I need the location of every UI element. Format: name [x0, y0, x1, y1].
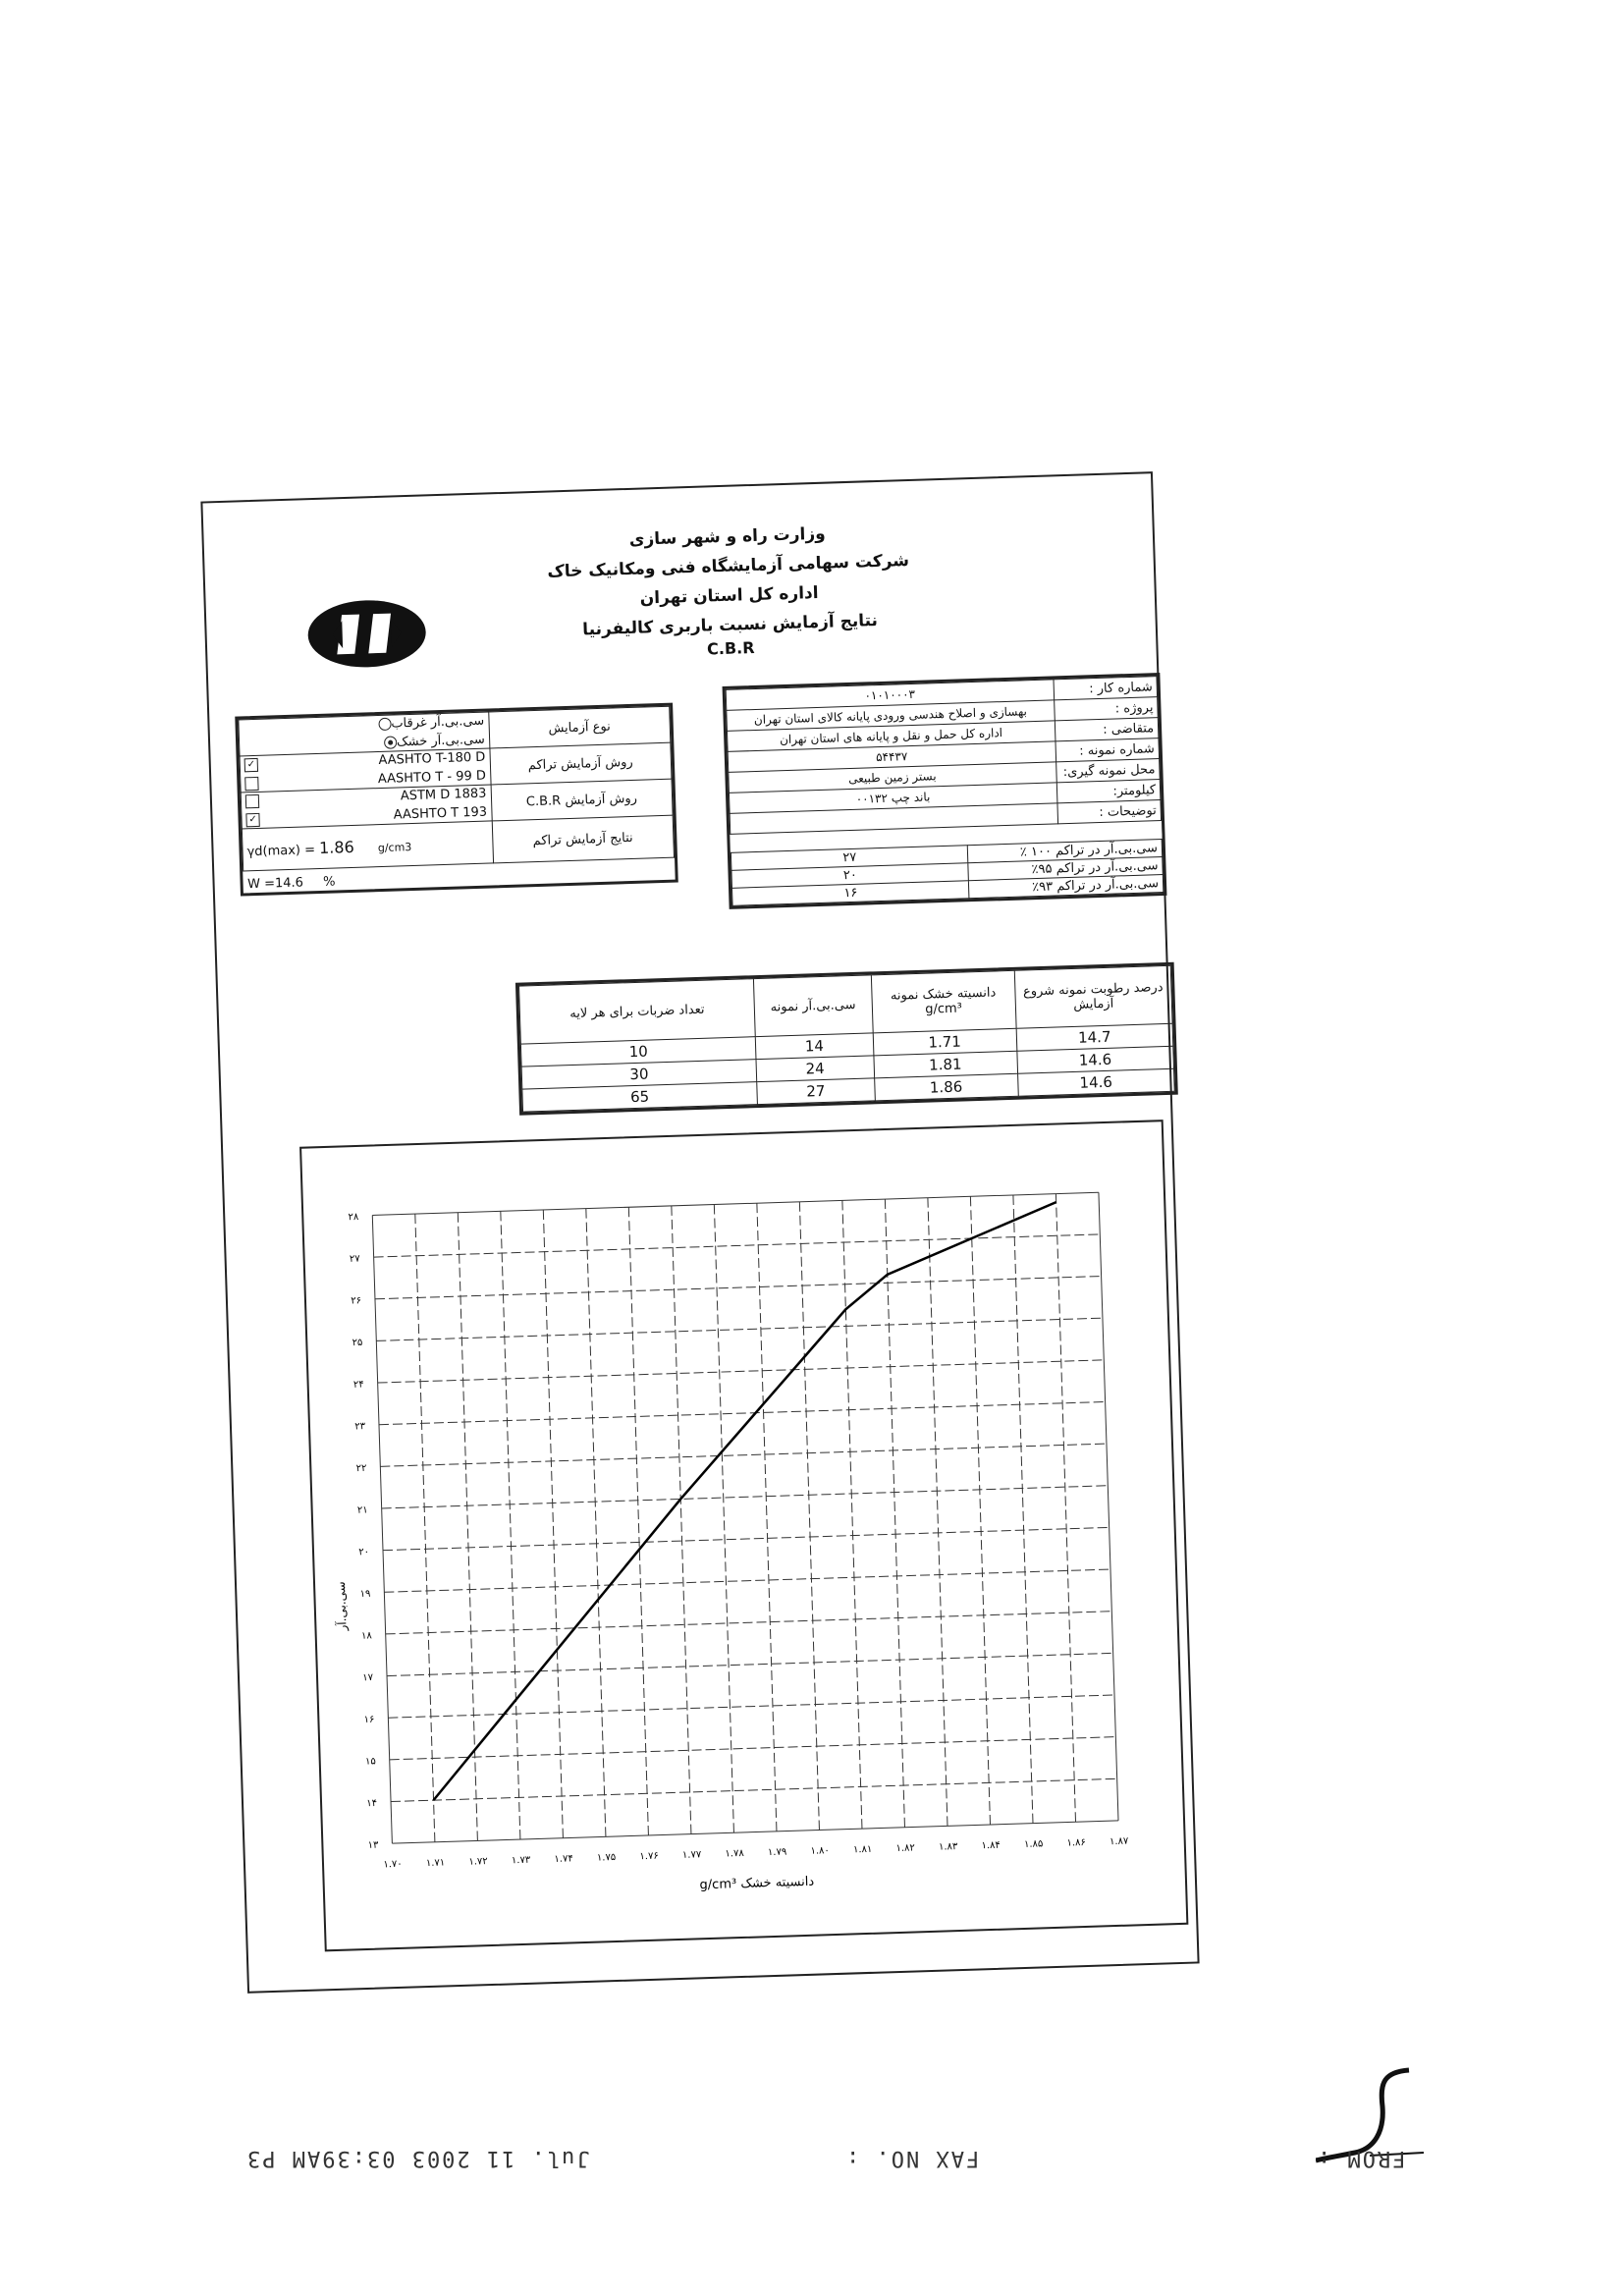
- test-method-box: [235, 703, 678, 897]
- grid-line-horizontal: [392, 1821, 1118, 1843]
- option-aashto-193: AASHTO T 193: [393, 804, 488, 823]
- x-tick-label: ۱.۷۸: [725, 1847, 744, 1860]
- report-sheet: [200, 471, 1199, 1994]
- option-t180: AASHTO T-180 D: [378, 749, 486, 769]
- option-dry: سی.بی.آر خشک: [396, 732, 485, 750]
- x-tick-label: ۱.۸۶: [1066, 1836, 1087, 1849]
- grid-line-horizontal: [390, 1737, 1116, 1760]
- info-value: بهسازی و اصلاح هندسی ورودی پایانه کالای استان تهران: [727, 700, 1055, 731]
- x-tick-label: ۱.۸۷: [1109, 1835, 1129, 1848]
- project-info-table: [726, 676, 1162, 835]
- grid-line-vertical: [714, 1205, 733, 1833]
- sample-moisture: 14.7: [1016, 1023, 1173, 1051]
- info-value: بستر زمین طبیعی: [729, 762, 1056, 793]
- y-axis-label: سی.بی.آر: [333, 1581, 350, 1631]
- grid-line-horizontal: [387, 1653, 1113, 1675]
- grid-line-horizontal: [380, 1444, 1107, 1466]
- grid-line-vertical: [842, 1200, 862, 1829]
- x-tick-label: ۱.۸۰: [810, 1845, 830, 1857]
- y-tick-label: ۱۳: [367, 1839, 379, 1851]
- info-label: محل نمونه گیری:: [1056, 759, 1160, 783]
- header-density-unit: g/cm³: [925, 1001, 963, 1017]
- sample-density: 1.81: [873, 1051, 1017, 1078]
- checkbox-aashto-193[interactable]: ✓: [245, 812, 259, 826]
- x-tick-label: ۱.۸۴: [981, 1839, 1001, 1852]
- moisture-unit: %: [322, 874, 336, 890]
- sample-moisture: 14.6: [1016, 1046, 1173, 1073]
- cbr-density-chart: [299, 1120, 1188, 1951]
- grid-line-vertical: [372, 1215, 392, 1843]
- grid-line-vertical: [885, 1199, 904, 1828]
- grid-line-horizontal: [372, 1192, 1099, 1215]
- x-tick-label: ۱.۷۱: [425, 1857, 446, 1870]
- info-value: ۵۴۴۳۷: [728, 741, 1056, 772]
- grid-line-horizontal: [376, 1318, 1103, 1340]
- grid-line-vertical: [799, 1202, 819, 1831]
- sample-density: 1.86: [874, 1073, 1018, 1101]
- info-value: اداره کل حمل و نقل و پایانه های استان تهران: [727, 721, 1055, 751]
- cbr-result-value: ۲۷: [731, 846, 968, 871]
- footer-fax: FAX NO. :: [844, 2146, 980, 2170]
- office-title: اداره کل استان تهران: [639, 582, 819, 609]
- y-tick-label: ۲۸: [348, 1211, 359, 1224]
- samples-box: [515, 962, 1178, 1116]
- y-tick-label: ۲۱: [356, 1504, 368, 1516]
- radio-soaked[interactable]: [378, 718, 391, 731]
- grid-line-vertical: [543, 1210, 563, 1838]
- grid-line-vertical: [1056, 1194, 1075, 1823]
- x-tick-label: ۱.۷۷: [681, 1849, 702, 1861]
- cbr-result-label: سی.بی.آر در تراکم ۹۵٪: [968, 857, 1163, 881]
- y-tick-label: ۲۷: [349, 1253, 360, 1265]
- y-tick-label: ۱۷: [362, 1672, 374, 1684]
- grid-line-vertical: [1013, 1195, 1033, 1824]
- grid-line-horizontal: [383, 1527, 1110, 1550]
- option-t99: AASHTO T - 99 D: [377, 768, 487, 788]
- grid-line-vertical: [586, 1209, 606, 1837]
- sample-moisture: 14.6: [1017, 1068, 1174, 1096]
- grid-line-horizontal: [391, 1778, 1117, 1801]
- project-info-box: [723, 673, 1167, 909]
- sample-density: 1.71: [873, 1028, 1017, 1056]
- cbr-result-value: ۱۶: [732, 881, 970, 906]
- test-type-label: نوع آزمایش: [488, 706, 670, 748]
- grid-line-horizontal: [375, 1277, 1102, 1299]
- moisture-value: W =14.6: [246, 875, 304, 893]
- test-method-table: [238, 706, 675, 894]
- x-tick-label: ۱.۷۴: [554, 1853, 573, 1865]
- info-label: شماره نمونه :: [1056, 738, 1160, 762]
- chart-svg: [301, 1121, 1186, 1949]
- y-tick-label: ۲۰: [358, 1547, 370, 1558]
- cbr-result-label: سی.بی.آر در تراکم ۹۳٪: [969, 875, 1164, 899]
- grid-line-horizontal: [384, 1569, 1110, 1592]
- grid-line-vertical: [1099, 1192, 1118, 1821]
- y-tick-label: ۲۲: [355, 1462, 367, 1475]
- checkbox-astm[interactable]: [245, 793, 259, 807]
- grid-line-vertical: [672, 1206, 691, 1834]
- grid-line-vertical: [928, 1198, 947, 1827]
- sample-blows: 65: [522, 1082, 758, 1112]
- x-tick-label: ۱.۷۳: [511, 1854, 531, 1867]
- header-moisture: درصد رطوبت نمونه شروع آزمایش: [1014, 965, 1172, 1028]
- samples-table: [518, 965, 1175, 1113]
- header-blows: تعداد ضربات برای هر لایه: [519, 979, 756, 1044]
- y-tick-label: ۱۵: [364, 1756, 376, 1768]
- y-tick-label: ۱۹: [359, 1588, 371, 1601]
- info-label: متقاضی :: [1055, 718, 1159, 741]
- compaction-method-label: روش آزمایش تراکم: [490, 742, 672, 785]
- info-label: پروژه :: [1054, 697, 1158, 721]
- gamma-value: 1.86: [318, 837, 354, 857]
- y-tick-label: ۲۶: [351, 1295, 362, 1307]
- grid-line-horizontal: [382, 1486, 1109, 1508]
- x-tick-label: ۱.۸۱: [852, 1843, 873, 1856]
- option-soaked: سی.بی.آر غرقاب: [391, 713, 485, 732]
- grid-line-vertical: [501, 1211, 520, 1839]
- info-label: کیلومتر:: [1056, 780, 1161, 803]
- company-title: شرکت سهامی آزمایشگاه فنی ومکانیک خاک: [547, 550, 910, 582]
- option-astm: ASTM D 1883: [400, 786, 487, 804]
- grid-line-vertical: [628, 1207, 648, 1835]
- grid-line-vertical: [458, 1213, 477, 1841]
- footer-date: Jul. 11 2003 03:39AM P3: [245, 2146, 590, 2170]
- cbr-results-table: [731, 839, 1164, 906]
- compaction-results-label: نتایج آزمایش تراکم: [492, 815, 675, 863]
- cbr-result-value: ۲۰: [731, 863, 969, 889]
- grid-line-horizontal: [374, 1234, 1101, 1257]
- sample-cbr: 14: [755, 1033, 873, 1060]
- x-tick-label: ۱.۷۹: [767, 1846, 787, 1859]
- company-logo-icon: [301, 592, 431, 675]
- header-density: دانسیته خشک نمونه: [890, 985, 997, 1004]
- x-tick-label: ۱.۷۵: [596, 1852, 617, 1864]
- header-cbr: سی.بی.آر نمونه: [753, 975, 872, 1037]
- report-title: نتایج آزمایش نسبت باربری کالیفرنیا: [581, 611, 879, 640]
- report-header: [496, 515, 961, 665]
- x-axis-label: دانسیته خشک g/cm³: [699, 1874, 815, 1893]
- grid-line-vertical: [757, 1203, 777, 1831]
- x-tick-label: ۱.۸۳: [938, 1841, 958, 1853]
- y-tick-label: ۲۳: [354, 1421, 366, 1433]
- cbr-curve: [415, 1202, 1074, 1800]
- info-value: ۰۱۰۱۰۰۰۳: [726, 680, 1054, 710]
- sample-blows: 10: [520, 1037, 756, 1066]
- grid-line-horizontal: [378, 1360, 1105, 1383]
- checkbox-t180[interactable]: ✓: [244, 757, 258, 771]
- checkbox-t99[interactable]: [244, 776, 258, 790]
- grid-line-horizontal: [379, 1401, 1106, 1424]
- info-label: شماره کار :: [1054, 677, 1158, 700]
- x-tick-label: ۱.۸۵: [1023, 1838, 1044, 1850]
- grid-line-horizontal: [388, 1695, 1114, 1718]
- x-tick-label: ۱.۸۲: [895, 1842, 915, 1855]
- grid-line-vertical: [970, 1196, 990, 1825]
- info-value: باند چپ ۰۰۱۳۲: [729, 783, 1056, 813]
- x-tick-label: ۱.۷۲: [468, 1856, 488, 1868]
- info-label: توضیحات :: [1057, 800, 1162, 824]
- radio-dry[interactable]: [384, 736, 397, 748]
- cbr-result-label: سی.بی.آر در تراکم ۱۰۰ ٪: [968, 840, 1163, 863]
- footer-from: FROM :: [1316, 2146, 1406, 2170]
- y-tick-label: ۲۴: [352, 1379, 364, 1391]
- sample-cbr: 27: [757, 1078, 875, 1105]
- sample-blows: 30: [521, 1060, 757, 1089]
- y-tick-label: ۲۵: [352, 1337, 363, 1349]
- y-tick-label: ۱۶: [363, 1714, 375, 1725]
- x-tick-label: ۱.۷۶: [639, 1850, 659, 1863]
- gamma-label: γd(max) =: [246, 842, 316, 859]
- y-tick-label: ۱۸: [360, 1630, 372, 1642]
- report-code: C.B.R: [706, 637, 755, 659]
- grid-line-vertical: [415, 1214, 435, 1842]
- x-tick-label: ۱.۷۰: [383, 1858, 403, 1871]
- sample-cbr: 24: [756, 1056, 874, 1082]
- gamma-unit: g/cm3: [377, 840, 412, 854]
- y-tick-label: ۱۴: [366, 1797, 378, 1810]
- cbr-method-label: روش آزمایش C.B.R: [491, 779, 673, 821]
- ministry-title: وزارت راه و شهر سازی: [628, 523, 827, 550]
- grid-line-horizontal: [386, 1612, 1112, 1634]
